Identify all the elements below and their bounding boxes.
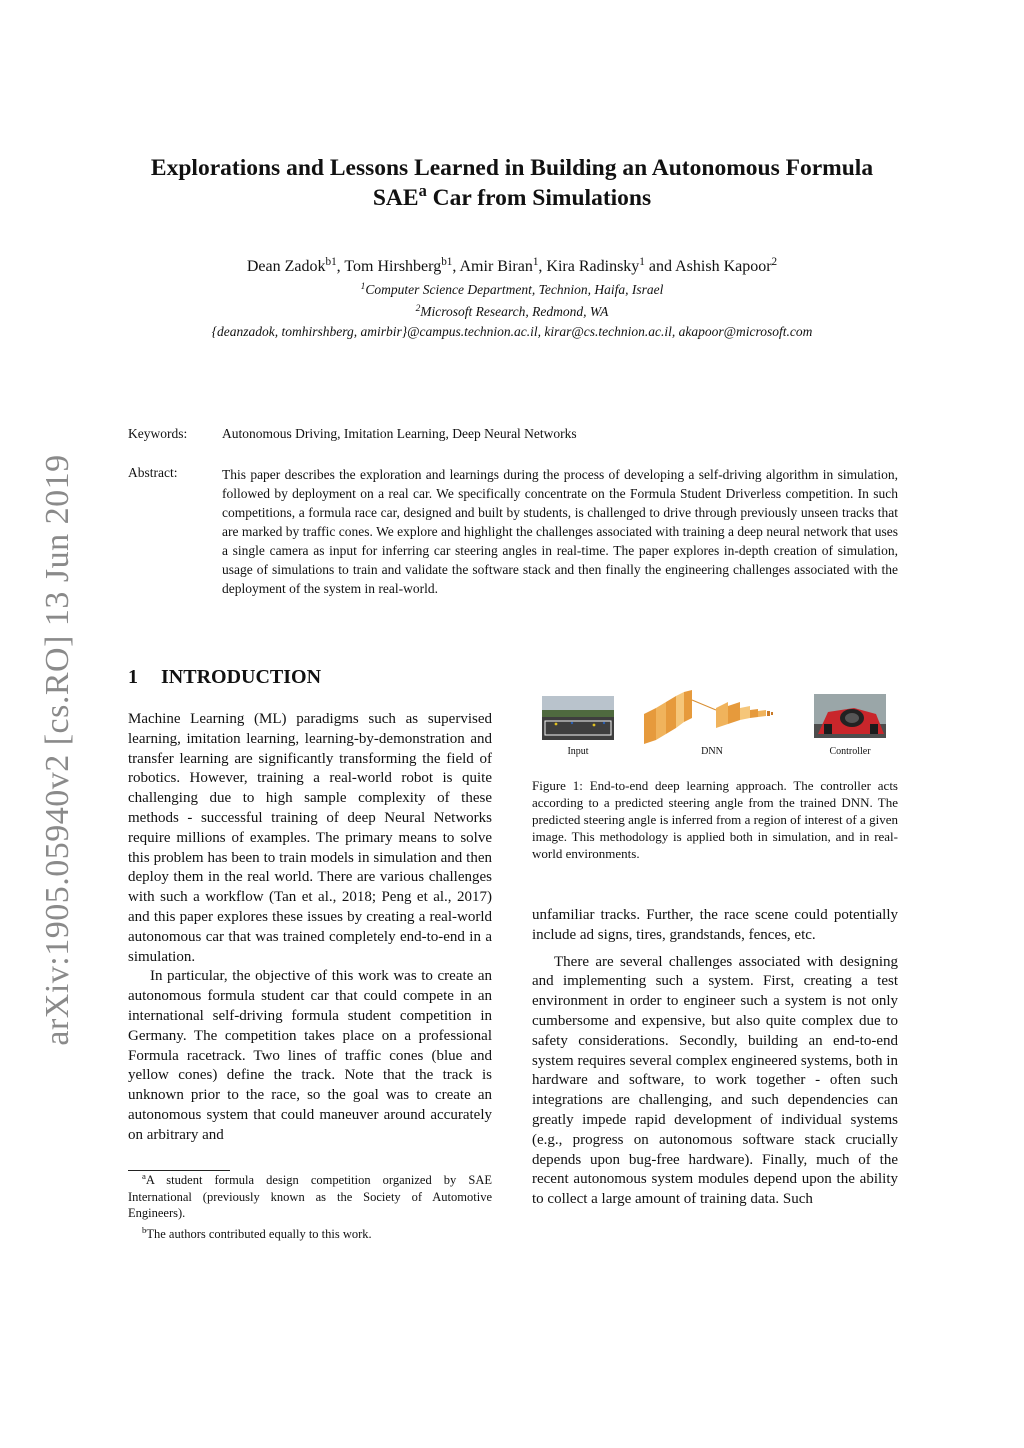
figure-1 bbox=[532, 688, 898, 768]
title-line-1: Explorations and Lessons Learned in Building an Autonomous Formula bbox=[150, 155, 874, 181]
input-image bbox=[542, 696, 614, 740]
footnote-a: $^a$A student formula design competition organized by SAE International (previously known as the Society of Automotive Engineers). bbox=[128, 1171, 492, 1220]
abstract-label: Abstract: bbox=[128, 465, 178, 480]
right-column bbox=[532, 906, 898, 1210]
author: Ashish Kapoor$^2$ bbox=[675, 255, 778, 275]
section-title: INTRODUCTION bbox=[161, 666, 322, 688]
author: Tom Hirshberg$^{b1}$, bbox=[344, 255, 460, 275]
figure-label-dnn: DNN bbox=[701, 746, 723, 757]
author: Amir Biran$^1$, bbox=[459, 255, 547, 275]
keywords-text: Autonomous Driving, Imitation Learning, Deep Neural Networks bbox=[222, 426, 577, 441]
arxiv-stamp: arXiv:1905.05940v2 [cs.RO] 13 Jun 2019 bbox=[39, 454, 76, 1046]
figure-label-controller: Controller bbox=[829, 746, 871, 757]
intro-paragraph-1: Machine Learning (ML) paradigms such as supervised learning, imitation learning, learning-by-demonstration and transfer learning are significantly transforming the field of robotics. However, training a real-world robot is quite challenging due to high sample complexity of these methods - successful training of deep Neural Networks require millions of examples. The primary means to solve this problem has been to train models in simulation and then deploy them in the real world. There are various challenges with such a workflow (Tan et al., 2018; Peng et al., 2017) and this paper explores these issues by creating a real-world autonomous car that was trained completely end-to-end in a simulation. bbox=[128, 711, 492, 965]
right-paragraph-1: unfamiliar tracks. Further, the race scene could potentially include ad signs, tires, grandstands, fences, etc. bbox=[532, 907, 898, 943]
paper-title bbox=[100, 153, 924, 213]
dnn-diagram bbox=[636, 688, 786, 746]
figure-1-caption: Figure 1: End-to-end deep learning approach. The controller acts according to a predicted steering angle from the trained DNN. The predicted steering angle is inferred from a region of interest of a given image. This methodology is applied both in simulation, and in real-world environments. bbox=[532, 778, 898, 861]
footnote-b: $^b$The authors contributed equally to this work. bbox=[142, 1225, 372, 1241]
controller-image bbox=[814, 694, 886, 738]
author-list bbox=[100, 255, 924, 276]
intro-paragraph-2: In particular, the objective of this work was to create an autonomous formula student car that could compete in an international self-driving formula student competition in Germany. The competition takes place on a professional Formula racetrack. Two lines of traffic cones (blue and yellow cones) define the track. Note that the track is unknown prior to the race, so the goal was to create an autonomous system that could maneuver around accurately on arbitrary and bbox=[128, 968, 492, 1143]
author-emails: {deanzadok, tomhirshberg, amirbir}@campus.technion.ac.il, kirar@cs.technion.ac.il, akapoor@microsoft.com bbox=[211, 324, 813, 339]
abstract-text: This paper describes the exploration and learnings during the process of developing a self-driving algorithm in simulation, followed by deployment on a real car. We specifically concentrate on the Formula Student Driverless competition. In such competitions, a formula race car, designed and built by students, is challenged to drive through previously unseen tracks that are marked by traffic cones. We explore and highlight the challenges associated with training a deep neural network that uses a single camera as input for inferring car steering angles in real-time. The paper explores in-depth creation of simulation, usage of simulations to train and validate the software stack and then finally the engineering challenges associated with the deployment of the system in real-world. bbox=[222, 467, 898, 596]
section-heading bbox=[128, 666, 321, 689]
section-number: 1 bbox=[128, 666, 138, 688]
affiliation-2: $^2$Microsoft Research, Redmond, WA bbox=[415, 303, 609, 319]
title-line-2: SAE$^a$ Car from Simulations bbox=[372, 180, 652, 211]
left-column bbox=[128, 710, 492, 1146]
right-paragraph-2: There are several challenges associated with designing and implementing such a system. First, creating a test environment in order to engineer such a system is not only cumbersome and expensive, but also quite complex due to safety considerations. Secondly, building an end-to-end system requires several complex engineered systems, both in hardware and software, to work together - often such integrations are challenging, and such dependencies can greatly impede rapid development of individual systems (e.g., progress on autonomous software stack crucially depends upon bug-free hardware). Finally, much of the recent autonomous system modules depend upon the ability to collect a large amount of training data. Such bbox=[532, 953, 898, 1208]
affiliation-1: $^1$Computer Science Department, Technion, Haifa, Israel bbox=[360, 281, 664, 297]
figure-label-input: Input bbox=[567, 746, 589, 757]
author: Dean Zadok$^{b1}$, bbox=[246, 255, 345, 275]
keywords-label: Keywords: bbox=[128, 426, 188, 441]
author: Kira Radinsky$^1$ and bbox=[546, 255, 676, 275]
